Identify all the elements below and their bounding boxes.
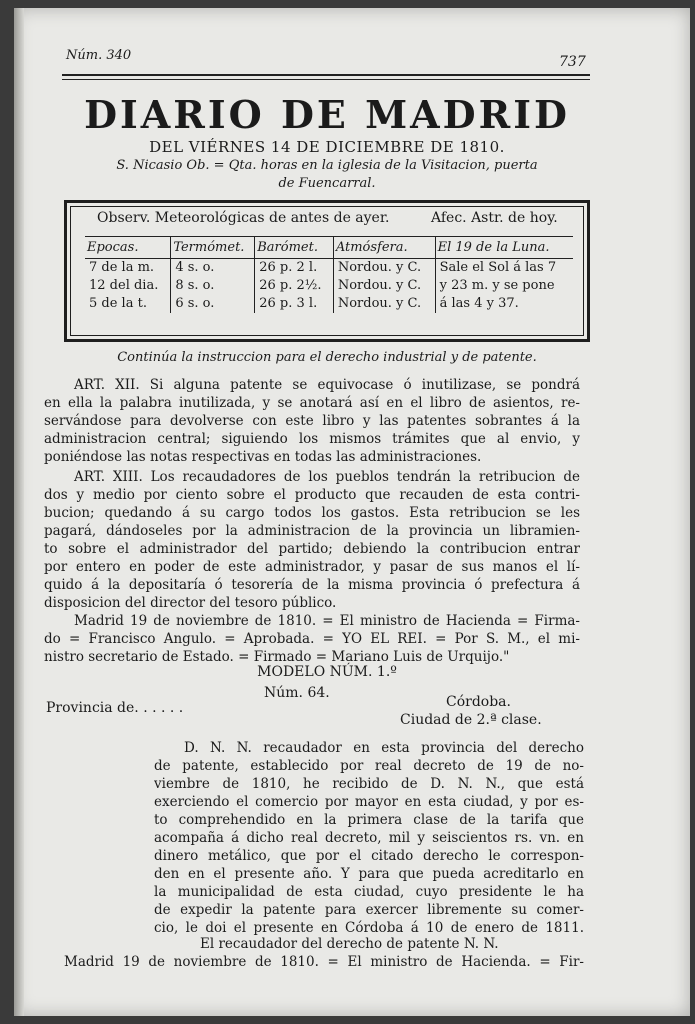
cell-epoca: 5 de la t.	[89, 296, 147, 311]
meteorological-box	[64, 200, 590, 342]
saint-of-day-cont: de Fuencarral.	[278, 176, 376, 191]
cell-atmosfera: Nordou. y C.	[333, 277, 435, 295]
cell-luna: Sale el Sol á las 7	[435, 259, 573, 278]
cell-atmosfera: Nordou. y C.	[333, 295, 435, 313]
col-atmosfera: Atmósfera.	[333, 237, 435, 259]
top-rule-thin	[62, 79, 590, 80]
article-line: en ella la palabra inutilizada, y se anotará así en el libro de asientos, re-	[44, 395, 580, 411]
certificate-line: den en el presente año. Y para que pueda acreditarlo en	[154, 866, 584, 882]
certificate-line: to comprehendido en la primera clase de la tarifa que	[154, 812, 584, 828]
cell-termometro: 6 s. o.	[171, 295, 255, 313]
masthead-title: DIARIO DE MADRID	[84, 92, 570, 137]
certificate-line: la municipalidad de esta ciudad, cuyo presidente le ha	[154, 884, 584, 900]
astro-heading: Afec. Astr. de hoy.	[431, 210, 558, 226]
article-line: ART. XII. Si alguna patente se equivocase ó inutilizase, se pondrá	[74, 377, 580, 393]
final-line: Madrid 19 de noviembre de 1810. = El ministro de Hacienda. = Fir-	[64, 954, 584, 970]
collector-signature: El recaudador del derecho de patente N. N.	[200, 936, 499, 952]
article-line: ART. XIII. Los recaudadores de los pueblos tendrán la retribucion de	[74, 469, 580, 485]
cell-epoca: 7 de la m.	[89, 260, 155, 275]
modelo-title: MODELO NÚM. 1.º	[257, 664, 397, 680]
issue-number: Núm. 340	[66, 48, 132, 63]
article-line: pagará, dándoseles por la administracion de la provincia un libramien-	[44, 523, 580, 539]
article-line: to sobre el administrador del partido; debiendo la contribucion entrar	[44, 541, 580, 557]
saint-of-day: S. Nicasio Ob. = Qta. horas en la iglesia de la Visitacion, puerta	[116, 158, 538, 173]
page-number: 737	[559, 54, 586, 70]
certificate-line: de expedir la patente para exercer libremente su comer-	[154, 902, 584, 918]
cell-luna: y 23 m. y se pone	[435, 277, 573, 295]
table-row	[85, 277, 573, 295]
article-line: Madrid 19 de noviembre de 1810. = El ministro de Hacienda = Firma-	[74, 613, 580, 629]
article-line: poniéndose las notas respectivas en todas las administraciones.	[44, 449, 482, 465]
certificate-line: cio, le doi el presente en Córdoba á 10 de enero de 1811.	[154, 920, 584, 936]
certificate-line: exerciendo el comercio por mayor en esta ciudad, y por es-	[154, 794, 584, 810]
cell-barometro: 26 p. 3 l.	[255, 295, 334, 313]
modelo-city: Córdoba.	[446, 694, 511, 710]
article-line: por entero en poder de este administrador, y pasar de sus manos el lí-	[44, 559, 580, 575]
cell-barometro: 26 p. 2 l.	[255, 259, 334, 278]
article-line: disposicion del director del tesoro público.	[44, 595, 337, 611]
meteo-table	[85, 236, 573, 313]
article-line: bucion; quedando á su cargo todos los gastos. Esta retribucion se les	[44, 505, 580, 521]
cell-luna: á las 4 y 37.	[435, 295, 573, 313]
modelo-city-class: Ciudad de 2.ª clase.	[400, 712, 542, 728]
article-heading: Continúa la instruccion para el derecho industrial y de patente.	[117, 350, 537, 365]
certificate-line: viembre de 1810, he recibido de D. N. N., que está	[154, 776, 584, 792]
table-row	[85, 295, 573, 313]
meteo-header-row	[85, 237, 573, 259]
certificate-line: acompaña á dicho real decreto, mil y seiscientos rs. vn. en	[154, 830, 584, 846]
col-termometro: Termómet.	[171, 237, 255, 259]
article-line: do = Francisco Angulo. = Aprobada. = YO EL REI. = Por S. M., el mi-	[44, 631, 580, 647]
cell-termometro: 4 s. o.	[171, 259, 255, 278]
modelo-provincia: Provincia de. . . . . .	[46, 700, 184, 716]
top-rule	[62, 74, 590, 76]
article-line: servándose para devolverse con este libro y las patentes sobrantes á la	[44, 413, 580, 429]
article-line: dos y medio por ciento sobre el producto que recauden de esta contri-	[44, 487, 580, 503]
page-spine	[14, 8, 24, 1016]
cell-barometro: 26 p. 2½.	[255, 277, 334, 295]
col-barometro: Barómet.	[255, 237, 334, 259]
col-luna: El 19 de la Luna.	[435, 237, 573, 259]
article-line: administracion central; siguiendo los mismos trámites que al envio, y	[44, 431, 580, 447]
article-line: nistro secretario de Estado. = Firmado = Mariano Luis de Urquijo."	[44, 649, 510, 665]
table-row	[85, 259, 573, 278]
certificate-line: dinero metálico, que por el citado derecho le correspon-	[154, 848, 584, 864]
certificate-line: de patente, establecido por real decreto de 19 de no-	[154, 758, 584, 774]
newspaper-page	[14, 8, 690, 1016]
certificate-line: D. N. N. recaudador en esta provincia del derecho	[184, 740, 584, 756]
meteo-heading: Observ. Meteorológicas de antes de ayer.	[97, 210, 390, 226]
cell-epoca: 12 del dia.	[89, 278, 159, 293]
cell-termometro: 8 s. o.	[171, 277, 255, 295]
article-line: quido á la depositaría ó tesorería de la misma provincia ó prefectura á	[44, 577, 580, 593]
modelo-number: Núm. 64.	[264, 685, 330, 701]
issue-date: DEL VIÉRNES 14 DE DICIEMBRE DE 1810.	[149, 138, 505, 156]
cell-atmosfera: Nordou. y C.	[333, 259, 435, 278]
col-epocas: Epocas.	[85, 237, 171, 259]
